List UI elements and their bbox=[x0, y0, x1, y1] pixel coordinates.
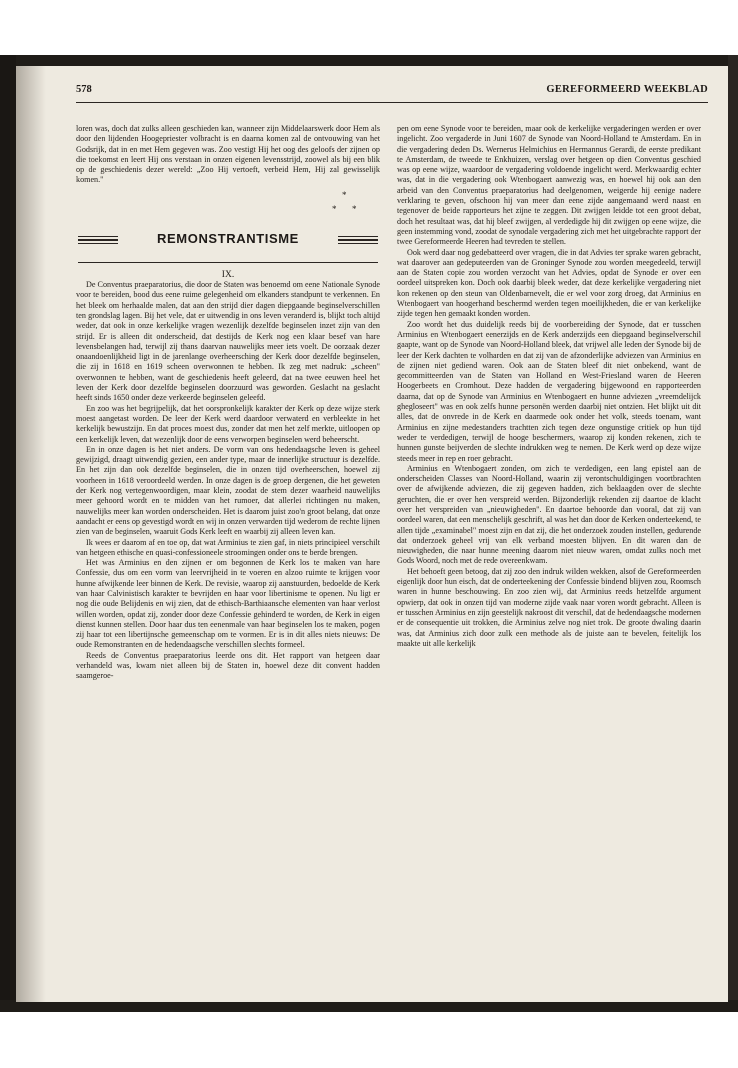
body-paragraph: De Conventus praeparatorius, die door de Staten was benoemd om eene Nationale Synode voor te bereiden, bood dus eene ruime gelegenheid om elkanders standpunt te verkennen. En het bleek om herhaalde malen, dat aan den strijd dier dagen diepgaande beginselverschillen ten grondslag lagen. Bij het vele, dat er uitwendig in ons leven veranderd is, blijkt toch altijd weder, dat ook in onze kerkelijke vragen wezenlijk dezelfde beginselen inzet zijn van den strijd. Er is alleen dit onderscheid, dat destijds de Kerk nog een klaar besef van hare levensbelangen had, terwijl zij thans daarvan nauwelijks meer iets voelt. De oorzaak dezer onaandoenlijkheid ligt in de jarenlange overheersching der Kerk door dezelfde beginselen, die zij in 1618 en 1619 scheen overwonnen te hebben. Ik zeg met nadruk: „scheen" overwonnen te hebben, want de geschiedenis heeft geleerd, dat na twee eeuwen heel het leven der Kerk door dezelfde beginselen doorzuurd was geworden. Geslacht na geslacht heeft sinds 1650 onder deze verkeerde beginselen geleefd. bbox=[76, 280, 380, 403]
heading-underline bbox=[78, 262, 378, 263]
section-separator-stars bbox=[76, 186, 380, 220]
body-paragraph: pen om eene Synode voor te bereiden, maar ook de kerkelijke vergaderingen werden er over ingelicht. Zoo vergaderde in Juni 1607 de Synode van Noord-Holland te Amsterdam. En in die vergadering deden Ds. Wernerus Helmichius en Hermannus Gerardi, de eerste predikant te Amsterdam, de tweede te Enkhuizen, verslag over hetgeen op dien Conventus geschied was op eene wijze, waardoor de vergadering voldoende ingelicht werd. Merkwaardig echter was, dat in die vergadering ook Wtenbogaert aanwezig was, en hoewel hij ook aan den arbeid van den Conventus praeparatorius had deelgenomen, weigerde hij eenige nadere verklaring te geven, ofschoon hij van meer dan eene zijde aangemaand werd naast en tegenover de beide rapporteurs het zijne te zeggen. Dit zwijgen leidde tot een groot debat, doch het resultaat was, dat hij bleef zwijgen, al verdedigde hij dit zwijgen op eene wijze, die geen instemming vond, zoodat de synodale vergadering zich met het uitgebrachte rapport der twee Gereformeerde Heeren had tevreden te stellen. bbox=[397, 124, 701, 247]
body-paragraph: En in onze dagen is het niet anders. De vorm van ons hedendaagsche leven is geheel gewijzigd, draagt uitwendig gezien, een ander type, maar de innerlijke structuur is dezelfde. En het zijn dan ook dezelfde beginselen, die in onzen tijd overheerschen, hoewel zij voorheen in 1618 veroordeeld werden. In onze dagen is de groep dergenen, die het geweten der Kerk nog vertegenwoordigen, maar klein, zoodat de stem dezer waarheid nauwelijks meer gehoord wordt en te midden van het rumoer, dat allerlei richtingen nu maken, nauwelijks meer kan worden onderscheiden. Het is daarom juist zoo'n groot belang, dat onze aandacht er eens op gevestigd wordt en wij in onzen verwarden tijd wederom de rechte lijnen zien van de beginselen, waaruit Gods Kerk leeft en waarbij zij alleen leven kan. bbox=[76, 444, 380, 537]
chapter-number: IX. bbox=[221, 269, 235, 280]
left-column bbox=[76, 124, 380, 1004]
star-2: * bbox=[332, 203, 337, 214]
body-paragraph: Arminius en Wtenbogaert zonden, om zich te verdedigen, een lang epistel aan de onderscheiden Classes van Noord-Holland, waarin zij verontschuldigingen voortbrachten over de afwijkende adviezen, die zij gegeven hadden, zich beklaagden over de slechte geruchten, die er over hen verspreid werden. Bijzonderlijk rekenden zij daartoe de klacht over het verspreiden van „nieuwigheden". En daartoe behoorde dan vooral, dat zij van oordeel waren, dat een menschelijk geschrift, al was het dan door de Kerken onderteekend, te allen tijde „examinabel" moest zijn en dat zij, die het onderzoek zouden instellen, gedurende dat onderzoek geheel vrij van elk verband moesten blijven. En dit waren dan de nieuwigheden, die naar hunne meening daarom niet nieuw waren, omdat zulks noch met Gods Woord, noch met de rede overeenkwam. bbox=[397, 463, 701, 566]
heading-rule-left bbox=[78, 236, 118, 248]
scan-border-right bbox=[728, 55, 738, 1010]
body-paragraph: Het was Arminius en den zijnen er om begonnen de Kerk los te maken van hare Confessie, dus om een vorm van leervrijheid in te voeren en alzoo ruimte te krijgen voor hunne afwijkende leer binnen de Kerk. De revisie, waarop zij aanstuurden, bedoelde de Kerk van haar Calvinistisch karakter te bevrijden en haar voor libertinisme te openen. Nu ligt er nog die oude Belijdenis en wij zien, dat de ethisch-Barthiaansche elementen van haar verlost willen worden, opdat zij, zonder door deze Confessie gehinderd te worden, de Kerk in eigen dienst kunnen stellen. Door haar dus ten eenenmale van haar beginselen los te maken, pogen zij haar tot een libertijnsche gemeenschap om te vormen. Er is in dit alles niets nieuws: De oude Remonstranten en de hedendaagsche verschillen slechts formeel. bbox=[76, 558, 380, 650]
section-title: REMONSTRANTISME bbox=[157, 230, 299, 246]
intro-paragraph: loren was, doch dat zulks alleen geschieden kan, wanneer zijn Middelaarswerk door Hem als door den lijdenden Hoogepriester volbracht is en daarna komen zal de ontvouwing van het Godsrijk, dat in en met Hem gegeven was. Zoo vestigt Hij het oog des geloofs der zijnen op die toekomst en leert Hij ons verstaan in onzen eigenen levensstrijd, zoowel als bij een blik op de geschiedenis dezer wereld: „Zoo Hij vertoeft, verbeid Hem, Hij zal gewisselijk komen." bbox=[76, 124, 380, 185]
body-paragraph: Reeds de Conventus praeparatorius leerde ons dit. Het rapport van hetgeen daar verhandeld was, kwam niet alleen bij de Staten in, hoewel deze dit convent hadden saamgeroe- bbox=[76, 650, 380, 681]
section-heading-box bbox=[76, 224, 380, 270]
right-column bbox=[397, 124, 701, 1004]
page-gutter-shadow bbox=[16, 66, 46, 1002]
page-number: 578 bbox=[76, 84, 92, 95]
heading-rule-right bbox=[338, 236, 378, 248]
journal-title: GEREFORMEERD WEEKBLAD bbox=[546, 84, 708, 95]
body-paragraph: Zoo wordt het dus duidelijk reeds bij de voorbereiding der Synode, dat er tusschen Arminius en Wtenbogaert eenerzijds en de Kerk anderzijds een diepgaand beginselverschil gaapte, want op de Synode van Noord-Holland bleek, dat vrijwel alle leden der Synode bij de leer der Kerk dachten te volharden en dat zij van de afzonderlijke adviezen van Arminius en de zijnen niet gediend waren. Ook aan de Staten bleef dit niet onbekend, want de gecommitteerden van de Staten van Holland en West-Friesland waren de Heeren Hoogerbeets en Cromhout. Deze hadden de vergadering bijgewoond en rapporteerden daarna, dat op de Synode van Arminius en Wtenbogaert en hunne adviezen „vreemdelijck ghegloseert" was en ook zelfs hunne personën werden daarbij niet ontzien. Het blijkt uit dit alles, dat de onvrede in de Kerk en daarmede ook onder het volk, steeds toenam, want Arminius en zijne medestanders trachtten zich tegen deze ongunstige critiek op hun tijd weder te verdedigen, terwijl de hooge beschermers, waarop zij konden rekenen, zich te hunnen gunste beijverden de slechte indrukken weg te nemen. De Kerk werd op deze wijze steeds meer in rep en roer gebracht. bbox=[397, 319, 701, 463]
body-paragraph: En zoo was het begrijpelijk, dat het oorspronkelijk karakter der Kerk op deze wijze sterk moest aangetast worden. De leer der Kerk werd daardoor verwaterd en verbleekte in het kerkelijk bewustzijn. En dat proces moest dus, zonder dat men het zelf merkte, uitloopen op een kerkelijk leven, dat wezenlijk door de eens verworpen beginselen werd beheerscht. bbox=[76, 403, 380, 444]
running-header bbox=[76, 84, 708, 103]
star-3: * bbox=[352, 203, 357, 214]
scan-border-left bbox=[0, 55, 16, 1010]
body-paragraph: Ik wees er daarom af en toe op, dat wat Arminius te zien gaf, in niets principieel verschilt van hetgeen ethische en quasi-confessioneele stroomingen onder ons te berde brengen. bbox=[76, 537, 380, 557]
star-1: * bbox=[342, 189, 347, 200]
body-paragraph: Het behoeft geen betoog, dat zij zoo den indruk wilden wekken, alsof de Gereformeerden eigenlijk door hun eisch, dat de onderteekening der Confessie bindend blijven zou, Roomsch waren in hunne beschouwing. En zoo zien wij, dat Arminius reeds hetzelfde argument opwierp, dat ook in onzen tijd van moderne zijde vaak naar voren wordt gebracht. Alleen is er tusschen Arminius en zijn geestelijk nakroost dit verschil, dat de hedendaagsche modernen er de consequentie uit trokken, die Arminius zelve nog niet trok. De groote dwaling daarin was, dat Arminius zich door zulk een methode als de juiste aan te bevelen, feitelijk los maakte uit alle kerkelijk bbox=[397, 566, 701, 648]
body-paragraph: Ook werd daar nog gedebatteerd over vragen, die in dat Advies ter sprake waren gebracht, wat daarover aan gedeputeerden van de Groninger Synode zou worden meegedeeld, terwijl aan de Staten copie zou worden verzocht van het Advies, opdat de Synode er over een oordeel uitspreken kon. Doch ook daarbij bleek weder, dat deze kerkelijke vergadering niet kon rekenen op den steun van Oldenbarnevelt, die er wel voor zorg droeg, dat Arminius en Wtenbogaert van hoogerhand beschermd werden tegen moeilijkheden, die er van kerkelijke zijde tegen hen gemaakt konden worden. bbox=[397, 247, 701, 319]
